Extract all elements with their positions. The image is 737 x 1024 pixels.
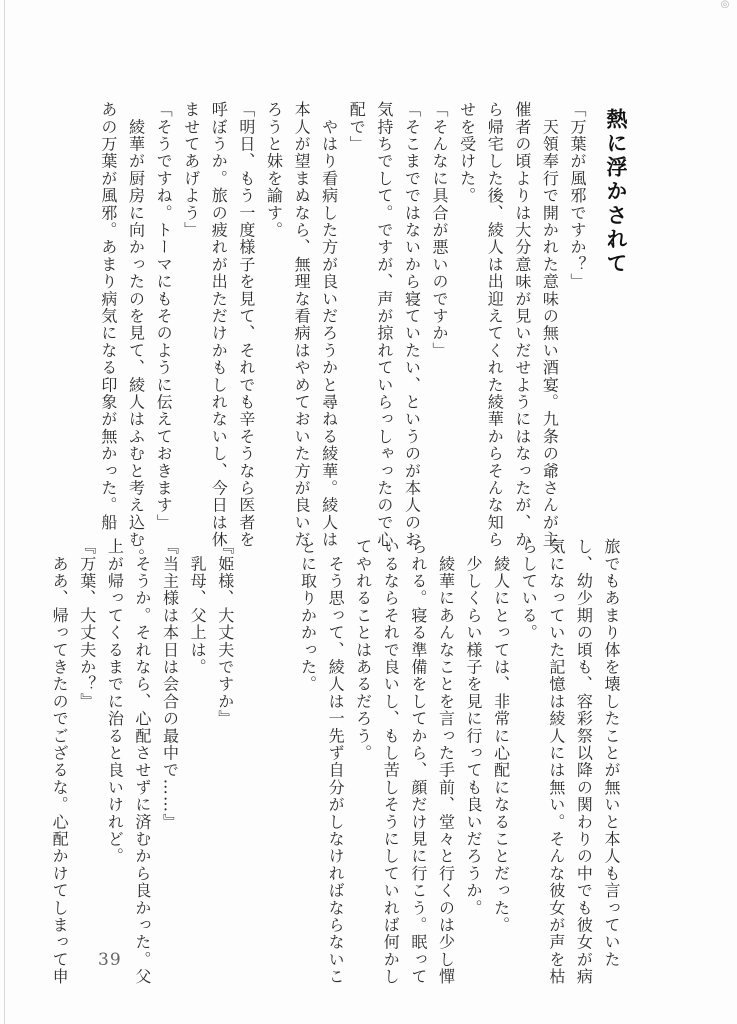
text-line: せを受けた。 [457, 101, 477, 205]
text-line: 呼ぼうか。旅の疲れが出ただけかもしれないし、今日は休 [209, 101, 229, 549]
text-line: 「万葉が風邪ですか？」 [568, 101, 587, 291]
text-line: 上が帰ってくるまでに治ると良いけれど。 [105, 538, 125, 865]
text-line: ませてあげよう」 [181, 101, 201, 239]
text-line: 気になっていた記憶は綾人には無い。そんな彼女が声を枯 [546, 538, 566, 986]
text-line: 綾人にとっては、非常に心配になることだった。 [491, 538, 511, 934]
text-line: られる。寝る準備をしてから、顔だけ見に行こう。眠って [408, 538, 428, 986]
text-line: 綾華が厨房に向かったのを見て、綾人はふむと考え込む。 [126, 101, 146, 566]
text-line: ら帰宅した後、綾人は出迎えてくれた綾華からそんな知ら [485, 101, 505, 549]
text-line: とに取りかかった。 [298, 538, 318, 693]
text-line: 気持ちでして。ですが、声が掠れていらっしゃったので心 [374, 101, 394, 549]
text-line: 綾華にあんなことを言った手前、堂々と行くのは少し憚 [436, 538, 456, 986]
text-line: 「そうですね。トーマにもそのように伝えておきます」 [154, 101, 174, 531]
text-line: 「そこまでではないから寝ていたい、というのが本人のお [402, 101, 422, 549]
text-line: らしている。 [519, 538, 539, 642]
text-line: 旅でもあまり体を壊したことが無いと本人も言っていた [602, 538, 621, 968]
text-line [266, 538, 294, 938]
text-line: 天領奉行で開かれた意味の無い酒宴。九条の爺さんが主 [540, 101, 560, 549]
text-line: 『当主様は本日は会合の最中で……』 [160, 538, 180, 831]
page-number: 39 [98, 950, 122, 970]
text-line: そうか。それなら、心配させずに済むから良かった。父 [132, 538, 152, 986]
text-line: 乳母、父上は。 [188, 538, 208, 676]
text-line: てやれることはあるだろう。 [353, 538, 373, 762]
text-line: 「明日、もう一度様子を見て、それでも辛そうなら医者を [236, 101, 256, 549]
text-line: 少しくらい様子を見に行っても良いだろうか。 [464, 538, 484, 917]
text-line: 『姫様、大丈夫ですか』 [215, 538, 235, 728]
upper-text-block [94, 101, 591, 566]
text-line: ああ、帰ってきたのでござるな。心配かけてしまって申 [50, 538, 70, 986]
text-line: あの万葉が風邪。あまり病気になる印象が無かった。船 [98, 101, 118, 531]
text-line: し、幼少期の頃も、容彩祭以降の関わりの中でも彼女が病 [574, 538, 594, 986]
text-line: 『万葉、大丈夫か？』 [77, 538, 97, 710]
text-line: そう思って、綾人は一先ず自分がしなければならないこ [326, 538, 346, 986]
text-line: やはり看病した方が良いだろうかと尋ねる綾華。綾人は [319, 101, 339, 549]
page-edge-line [4, 0, 5, 1024]
text-line: いるならそれで良いし、もし苦しそうにしていれば何かし [381, 538, 401, 986]
text-line: ろうと妹を諭す。 [264, 101, 284, 239]
text-line: 配で」 [347, 101, 367, 153]
text-line: 催者の頃よりは大分意味が見いだせようにはなったが、か [512, 101, 532, 549]
chapter-title: 熱に浮かされて [604, 108, 628, 276]
text-line: 本人が望まぬなら、無理な看病はやめておいた方が良いだ [292, 101, 312, 549]
text-line [239, 538, 267, 938]
corner-circle-icon: ◎ [720, 0, 730, 10]
text-line: 「そんなに具合が悪いのですか」 [430, 101, 450, 359]
